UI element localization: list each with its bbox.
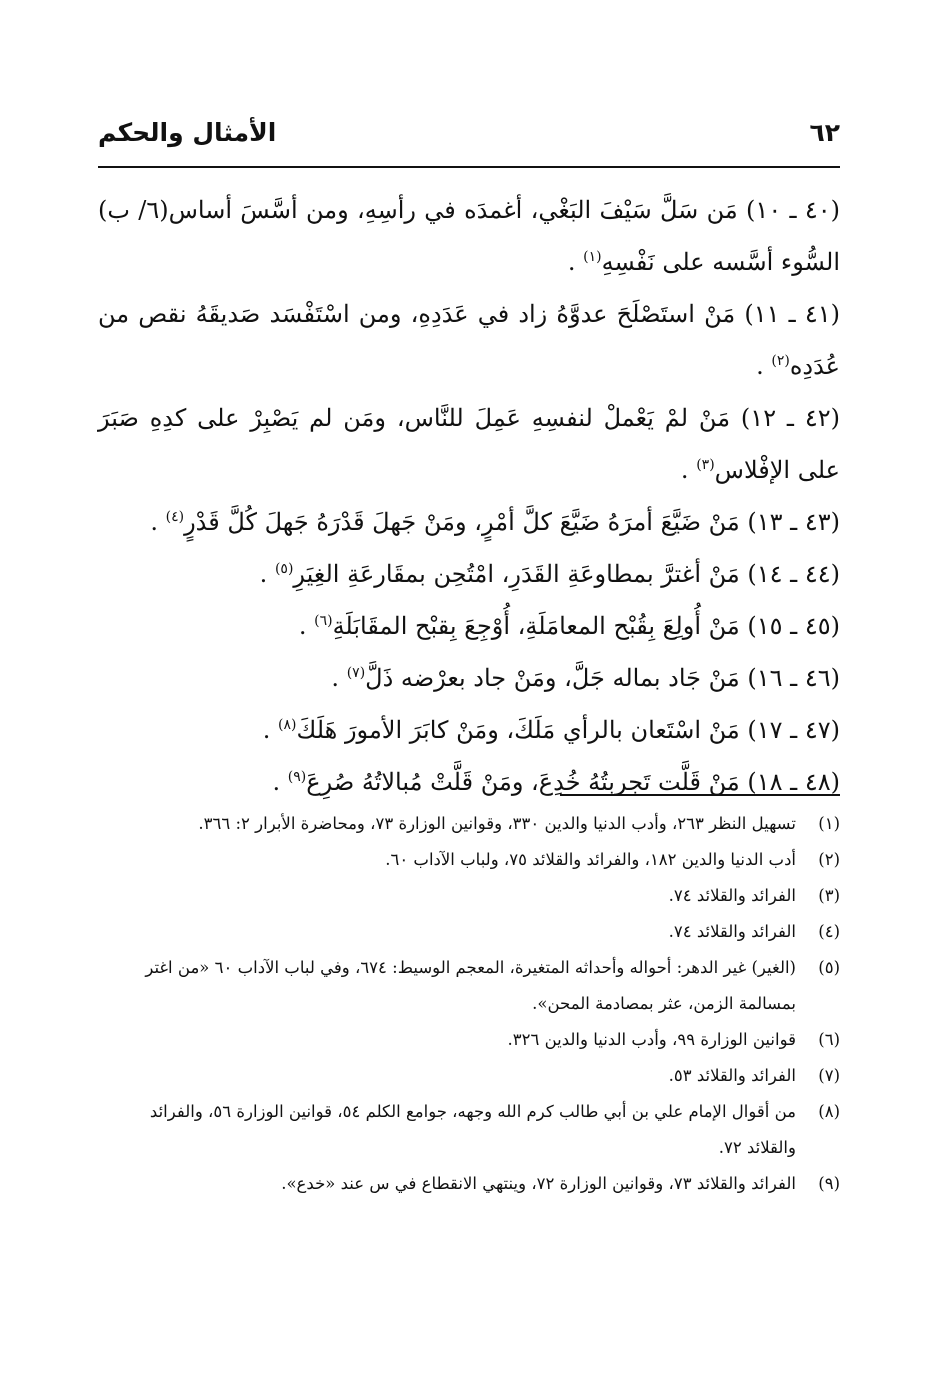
footnote-number: (٤) xyxy=(818,922,840,941)
footnote-text: الفرائد والقلائد ٧٤. xyxy=(668,886,796,905)
entry-end: . xyxy=(259,560,268,588)
footnote-text: أدب الدنيا والدين ١٨٢، والفرائد والقلائد ٧٥، ولباب الآداب ٦٠. xyxy=(385,850,796,869)
proverb-entry xyxy=(98,756,840,808)
proverb-entry xyxy=(98,288,840,392)
footnotes xyxy=(98,806,840,1202)
entry-number: (٤١ ـ ١١) xyxy=(744,300,840,328)
entry-text: مَن سَلَّ سَيْفَ البَغْي، أغمدَه في رأسِهِ، ومن أسَّسَ أساس(٦/ ب) السُّوء أسَّسه على نَفْسِهِ xyxy=(98,196,840,276)
footnote-number: (٧) xyxy=(818,1066,840,1085)
footnote-text: (الغير) غير الدهر: أحواله وأحداثه المتغيرة، المعجم الوسيط: ٦٧٤، وفي لباب الآداب ٦٠ «من اغتر بمسالمة الزمن، عثر بمصادمة المحن». xyxy=(145,958,796,1013)
entry-text: مَنْ لمْ يَعْملْ لنفسِهِ عَمِلَ للنَّاس، ومَن لم يَصْبِرْ على كدِهِ صَبَرَ على الإفْلاس xyxy=(98,404,840,484)
entry-text: مَنْ جَاد بماله جَلَّ، ومَنْ جاد بعرْضه ذَلَّ xyxy=(365,664,740,692)
header-rule xyxy=(98,166,840,168)
proverb-entry xyxy=(98,496,840,548)
footnote-rule xyxy=(560,794,840,796)
footnote-ref[interactable]: (٨) xyxy=(278,717,297,733)
footnote-number: (٦) xyxy=(818,1030,840,1049)
footnote-ref[interactable]: (٥) xyxy=(274,561,294,577)
footnote xyxy=(98,914,840,950)
footnote-number: (٢) xyxy=(818,850,840,869)
entry-text: مَنْ قَلَّت تَجربتُهُ خُدِعَ، ومَنْ قَلَّتْ مُبالاتُهُ صُرِعَ xyxy=(306,768,740,796)
entry-number: (٤٤ ـ ١٤) xyxy=(747,560,840,588)
footnote xyxy=(98,842,840,878)
footnote-text: قوانين الوزارة ٩٩، وأدب الدنيا والدين ٣٢٦. xyxy=(507,1030,796,1049)
proverb-entry xyxy=(98,184,840,288)
footnote-ref[interactable]: (١) xyxy=(583,249,602,265)
footnote-text: الفرائد والقلائد ٧٤. xyxy=(668,922,796,941)
footnote-text: تسهيل النظر ٢٦٣، وأدب الدنيا والدين ٣٣٠، وقوانين الوزارة ٧٣، ومحاضرة الأبرار ٢: ٣٦٦. xyxy=(198,814,796,833)
footnote-number: (٩) xyxy=(818,1174,840,1193)
entry-number: (٤٢ ـ ١٢) xyxy=(740,404,840,432)
entry-text: مَنْ أغترَّ بمطاوعَةِ القَدَرِ، امْتُحِن بمقَارعَةِ الغِيَرِ xyxy=(293,560,740,588)
proverb-entry xyxy=(98,392,840,496)
footnote-ref[interactable]: (٢) xyxy=(771,353,790,369)
proverb-entry xyxy=(98,652,840,704)
entry-end: . xyxy=(331,664,340,692)
entry-end: . xyxy=(272,768,281,796)
entry-end: . xyxy=(262,716,271,744)
entry-text: مَنْ ضَيَّعَ أمرَهُ ضَيَّعَ كلَّ أمْرٍ، ومَنْ جَهلَ قَدْرَهُ جَهلَ كُلَّ قَدْرٍ xyxy=(184,508,740,536)
footnote-number: (١) xyxy=(818,814,840,833)
entry-end: . xyxy=(756,352,764,380)
footnote-text: الفرائد والقلائد ٥٣. xyxy=(668,1066,796,1085)
proverb-entry xyxy=(98,704,840,756)
running-title: الأمثال والحكم xyxy=(98,118,277,147)
footnote xyxy=(98,1094,840,1166)
entry-number: (٤٦ ـ ١٦) xyxy=(747,664,840,692)
entry-number: (٤٠ ـ ١٠) xyxy=(746,196,841,224)
entry-end: . xyxy=(298,612,307,640)
proverb-entry xyxy=(98,548,840,600)
footnote-ref[interactable]: (٦) xyxy=(314,613,333,629)
footnote-number: (٨) xyxy=(818,1102,840,1121)
footnote-number: (٥) xyxy=(818,958,840,977)
footnote-text: الفرائد والقلائد ٧٣، وقوانين الوزارة ٧٢، وينتهي الانقطاع في س عند «خدع». xyxy=(281,1174,796,1193)
entry-end: . xyxy=(680,456,689,484)
entry-text: مَنْ أُولِعَ بِقُبْح المعامَلَةِ، أُوْجِعَ بِقبْح المقَابَلَةِ xyxy=(332,612,740,640)
entry-number: (٤٧ ـ ١٧) xyxy=(747,716,840,744)
footnote-text: من أقوال الإمام علي بن أبي طالب كرم الله وجهه، جوامع الكلم ٥٤، قوانين الوزارة ٥٦، والفرائد والقلائد ٧٢. xyxy=(149,1102,796,1157)
entry-text: مَنْ اسْتَعان بالرأي مَلَكَ، ومَنْ كابَرَ الأمورَ هَلَكَ xyxy=(296,716,740,744)
footnote-ref[interactable]: (٧) xyxy=(346,665,366,681)
entry-number: (٤٣ ـ ١٣) xyxy=(747,508,840,536)
page-number: ٦٢ xyxy=(809,118,840,147)
entry-end: . xyxy=(567,248,576,276)
footnote-ref[interactable]: (٩) xyxy=(287,769,307,785)
proverbs-list xyxy=(98,184,840,808)
entry-text: مَنْ استَصْلَحَ عدوَّهُ زاد في عَدَدِهِ، ومن اسْتَفْسَد صَديقَهُ نقص من عُدَدِه xyxy=(98,300,840,380)
footnote xyxy=(98,1022,840,1058)
footnote xyxy=(98,1058,840,1094)
entry-end: . xyxy=(150,508,158,536)
footnote xyxy=(98,950,840,1022)
entry-number: (٤٨ ـ ١٨) xyxy=(747,768,840,796)
footnote-number: (٣) xyxy=(818,886,840,905)
footnote-ref[interactable]: (٤) xyxy=(165,509,185,525)
entry-number: (٤٥ ـ ١٥) xyxy=(747,612,840,640)
page-header xyxy=(98,118,840,158)
proverb-entry xyxy=(98,600,840,652)
footnote xyxy=(98,806,840,842)
footnote-ref[interactable]: (٣) xyxy=(696,457,715,473)
footnote xyxy=(98,878,840,914)
footnote xyxy=(98,1166,840,1202)
